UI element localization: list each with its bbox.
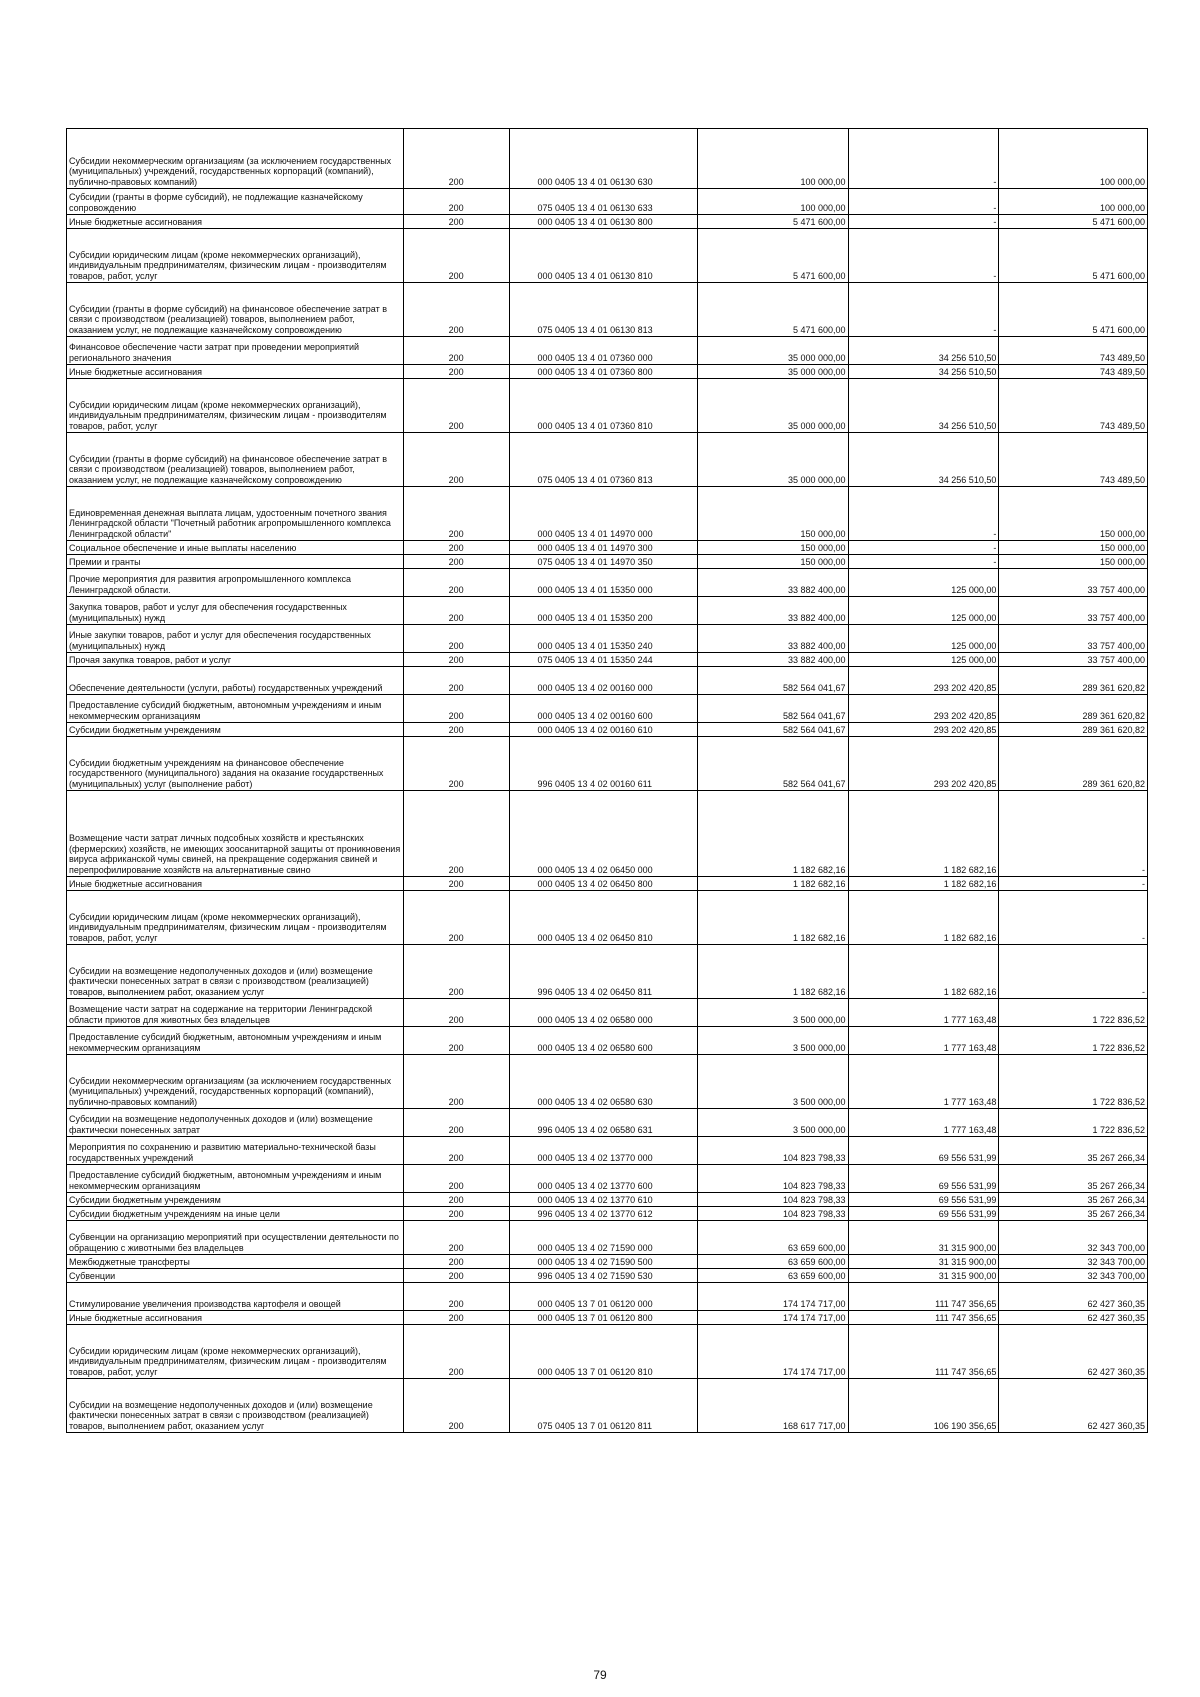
- budget-classification-code: 996 0405 13 4 02 00160 611: [509, 737, 697, 791]
- approved-amount: 1 182 682,16: [697, 945, 848, 999]
- approved-amount: 582 564 041,67: [697, 737, 848, 791]
- line-code: 200: [403, 433, 509, 487]
- remaining-amount: 150 000,00: [999, 555, 1148, 569]
- remaining-amount: 35 267 266,34: [999, 1207, 1148, 1221]
- table-row: [67, 945, 1148, 999]
- approved-amount: 1 182 682,16: [697, 891, 848, 945]
- executed-amount: 125 000,00: [848, 569, 999, 597]
- budget-classification-code: 996 0405 13 4 02 13770 612: [509, 1207, 697, 1221]
- budget-classification-code: 000 0405 13 4 01 07360 000: [509, 337, 697, 365]
- table-row: [67, 337, 1148, 365]
- approved-amount: 150 000,00: [697, 541, 848, 555]
- row-name: Субсидии на возмещение недополученных доходов и (или) возмещение фактически понесенных затрат в связи с производством (реализацией) товаров, выполнением работ, оказанием услуг: [67, 945, 404, 999]
- approved-amount: 35 000 000,00: [697, 379, 848, 433]
- budget-classification-code: 000 0405 13 4 02 71590 500: [509, 1255, 697, 1269]
- remaining-amount: 289 361 620,82: [999, 667, 1148, 695]
- row-name: Субсидии на возмещение недополученных доходов и (или) возмещение фактически понесенных затрат в связи с производством (реализацией) товаров, выполнением работ, оказанием услуг: [67, 1379, 404, 1433]
- line-code: 200: [403, 1379, 509, 1433]
- table-row: [67, 215, 1148, 229]
- row-name: Субсидии (гранты в форме субсидий) на финансовое обеспечение затрат в связи с производством (реализацией) товаров, выполнением работ, оказанием услуг, не подлежащие казначейскому сопровождению: [67, 433, 404, 487]
- approved-amount: 35 000 000,00: [697, 365, 848, 379]
- table-row: [67, 1255, 1148, 1269]
- row-name: Единовременная денежная выплата лицам, удостоенным почетного звания Ленинградской области "Почетный работник агропромышленного комплекса Ленинградской области": [67, 487, 404, 541]
- executed-amount: 111 747 356,65: [848, 1311, 999, 1325]
- budget-classification-code: 000 0405 13 4 01 15350 200: [509, 597, 697, 625]
- table-row: [67, 379, 1148, 433]
- executed-amount: 293 202 420,85: [848, 667, 999, 695]
- budget-classification-code: 000 0405 13 7 01 06120 800: [509, 1311, 697, 1325]
- row-name: Субсидии бюджетным учреждениям: [67, 1193, 404, 1207]
- approved-amount: 33 882 400,00: [697, 653, 848, 667]
- table-row: [67, 723, 1148, 737]
- row-name: Субсидии некоммерческим организациям (за исключением государственных (муниципальных) учреждений, государственных корпораций (компаний), публично-правовых компаний): [67, 129, 404, 189]
- table-row: [67, 1283, 1148, 1311]
- row-name: Субсидии бюджетным учреждениям на финансовое обеспечение государственного (муниципального) задания на оказание государственных (муниципальных) услуг (выполнение работ): [67, 737, 404, 791]
- row-name: Финансовое обеспечение части затрат при проведении мероприятий регионального значения: [67, 337, 404, 365]
- executed-amount: 293 202 420,85: [848, 723, 999, 737]
- budget-classification-code: 000 0405 13 4 02 06450 000: [509, 791, 697, 877]
- budget-classification-code: 996 0405 13 4 02 06450 811: [509, 945, 697, 999]
- executed-amount: 111 747 356,65: [848, 1325, 999, 1379]
- table-row: [67, 229, 1148, 283]
- remaining-amount: 62 427 360,35: [999, 1325, 1148, 1379]
- row-name: Закупка товаров, работ и услуг для обеспечения государственных (муниципальных) нужд: [67, 597, 404, 625]
- line-code: 200: [403, 891, 509, 945]
- executed-amount: 31 315 900,00: [848, 1255, 999, 1269]
- budget-classification-code: 075 0405 13 4 01 14970 350: [509, 555, 697, 569]
- approved-amount: 3 500 000,00: [697, 1027, 848, 1055]
- table-row: [67, 625, 1148, 653]
- line-code: 200: [403, 625, 509, 653]
- line-code: 200: [403, 945, 509, 999]
- approved-amount: 63 659 600,00: [697, 1221, 848, 1255]
- remaining-amount: 743 489,50: [999, 365, 1148, 379]
- approved-amount: 5 471 600,00: [697, 229, 848, 283]
- table-row: [67, 283, 1148, 337]
- line-code: 200: [403, 737, 509, 791]
- row-name: Мероприятия по сохранению и развитию материально-технической базы государственных учреждений: [67, 1137, 404, 1165]
- table-row: [67, 1055, 1148, 1109]
- executed-amount: 1 182 682,16: [848, 877, 999, 891]
- budget-classification-code: 996 0405 13 4 02 71590 530: [509, 1269, 697, 1283]
- line-code: 200: [403, 229, 509, 283]
- remaining-amount: 32 343 700,00: [999, 1255, 1148, 1269]
- line-code: 200: [403, 365, 509, 379]
- approved-amount: 100 000,00: [697, 129, 848, 189]
- line-code: 200: [403, 877, 509, 891]
- remaining-amount: 35 267 266,34: [999, 1137, 1148, 1165]
- table-row: [67, 1379, 1148, 1433]
- line-code: 200: [403, 283, 509, 337]
- executed-amount: 125 000,00: [848, 597, 999, 625]
- budget-classification-code: 000 0405 13 4 01 14970 300: [509, 541, 697, 555]
- remaining-amount: 5 471 600,00: [999, 229, 1148, 283]
- line-code: 200: [403, 541, 509, 555]
- table-row: [67, 877, 1148, 891]
- line-code: 200: [403, 1283, 509, 1311]
- row-name: Субвенции на организацию мероприятий при осуществлении деятельности по обращению с животными без владельцев: [67, 1221, 404, 1255]
- line-code: 200: [403, 1311, 509, 1325]
- table-row: [67, 189, 1148, 215]
- budget-classification-code: 000 0405 13 4 02 06580 000: [509, 999, 697, 1027]
- table-row: [67, 129, 1148, 189]
- row-name: Субсидии бюджетным учреждениям: [67, 723, 404, 737]
- budget-classification-code: 000 0405 13 4 01 06130 800: [509, 215, 697, 229]
- remaining-amount: 35 267 266,34: [999, 1165, 1148, 1193]
- line-code: 200: [403, 1137, 509, 1165]
- executed-amount: 106 190 356,65: [848, 1379, 999, 1433]
- remaining-amount: -: [999, 891, 1148, 945]
- table-row: [67, 1137, 1148, 1165]
- remaining-amount: 5 471 600,00: [999, 215, 1148, 229]
- approved-amount: 3 500 000,00: [697, 1055, 848, 1109]
- approved-amount: 33 882 400,00: [697, 597, 848, 625]
- table-row: [67, 1165, 1148, 1193]
- table-row: [67, 1311, 1148, 1325]
- approved-amount: 3 500 000,00: [697, 999, 848, 1027]
- approved-amount: 174 174 717,00: [697, 1311, 848, 1325]
- budget-classification-code: 000 0405 13 4 02 13770 000: [509, 1137, 697, 1165]
- table-row: [67, 737, 1148, 791]
- executed-amount: -: [848, 283, 999, 337]
- budget-classification-code: 075 0405 13 4 01 07360 813: [509, 433, 697, 487]
- line-code: 200: [403, 379, 509, 433]
- budget-classification-code: 000 0405 13 4 02 13770 610: [509, 1193, 697, 1207]
- executed-amount: 125 000,00: [848, 653, 999, 667]
- line-code: 200: [403, 569, 509, 597]
- table-row: [67, 569, 1148, 597]
- executed-amount: 293 202 420,85: [848, 737, 999, 791]
- budget-classification-code: 000 0405 13 4 02 00160 600: [509, 695, 697, 723]
- budget-classification-code: 000 0405 13 4 01 06130 630: [509, 129, 697, 189]
- remaining-amount: 33 757 400,00: [999, 653, 1148, 667]
- remaining-amount: 289 361 620,82: [999, 737, 1148, 791]
- remaining-amount: -: [999, 877, 1148, 891]
- remaining-amount: 5 471 600,00: [999, 283, 1148, 337]
- budget-classification-code: 000 0405 13 4 01 14970 000: [509, 487, 697, 541]
- row-name: Субсидии юридическим лицам (кроме некоммерческих организаций), индивидуальным предпринимателям, физическим лицам - производителям товаров, работ, услуг: [67, 379, 404, 433]
- executed-amount: 1 182 682,16: [848, 891, 999, 945]
- remaining-amount: 289 361 620,82: [999, 695, 1148, 723]
- approved-amount: 63 659 600,00: [697, 1255, 848, 1269]
- remaining-amount: 35 267 266,34: [999, 1193, 1148, 1207]
- row-name: Иные бюджетные ассигнования: [67, 1311, 404, 1325]
- row-name: Иные закупки товаров, работ и услуг для обеспечения государственных (муниципальных) нужд: [67, 625, 404, 653]
- row-name: Возмещение части затрат на содержание на территории Ленинградской области приютов для животных без владельцев: [67, 999, 404, 1027]
- executed-amount: 34 256 510,50: [848, 433, 999, 487]
- approved-amount: 150 000,00: [697, 487, 848, 541]
- row-name: Стимулирование увеличения производства картофеля и овощей: [67, 1283, 404, 1311]
- line-code: 200: [403, 1221, 509, 1255]
- line-code: 200: [403, 597, 509, 625]
- line-code: 200: [403, 1109, 509, 1137]
- budget-classification-code: 000 0405 13 4 02 06580 630: [509, 1055, 697, 1109]
- table-row: [67, 1027, 1148, 1055]
- budget-classification-code: 000 0405 13 4 02 71590 000: [509, 1221, 697, 1255]
- remaining-amount: 32 343 700,00: [999, 1269, 1148, 1283]
- budget-classification-code: 075 0405 13 7 01 06120 811: [509, 1379, 697, 1433]
- approved-amount: 33 882 400,00: [697, 569, 848, 597]
- table-row: [67, 695, 1148, 723]
- row-name: Субсидии юридическим лицам (кроме некоммерческих организаций), индивидуальным предпринимателям, физическим лицам - производителям товаров, работ, услуг: [67, 229, 404, 283]
- row-name: Субсидии юридическим лицам (кроме некоммерческих организаций), индивидуальным предпринимателям, физическим лицам - производителям товаров, работ, услуг: [67, 1325, 404, 1379]
- executed-amount: 31 315 900,00: [848, 1269, 999, 1283]
- row-name: Предоставление субсидий бюджетным, автономным учреждениям и иным некоммерческим организациям: [67, 1165, 404, 1193]
- remaining-amount: -: [999, 945, 1148, 999]
- line-code: 200: [403, 1325, 509, 1379]
- line-code: 200: [403, 723, 509, 737]
- table-row: [67, 541, 1148, 555]
- table-row: [67, 1221, 1148, 1255]
- line-code: 200: [403, 337, 509, 365]
- executed-amount: 1 182 682,16: [848, 945, 999, 999]
- remaining-amount: 743 489,50: [999, 337, 1148, 365]
- approved-amount: 5 471 600,00: [697, 283, 848, 337]
- remaining-amount: 32 343 700,00: [999, 1221, 1148, 1255]
- line-code: 200: [403, 129, 509, 189]
- table-row: [67, 365, 1148, 379]
- executed-amount: 293 202 420,85: [848, 695, 999, 723]
- executed-amount: 34 256 510,50: [848, 337, 999, 365]
- table-row: [67, 1109, 1148, 1137]
- executed-amount: 69 556 531,99: [848, 1137, 999, 1165]
- row-name: Предоставление субсидий бюджетным, автономным учреждениям и иным некоммерческим организациям: [67, 1027, 404, 1055]
- budget-classification-code: 000 0405 13 4 02 13770 600: [509, 1165, 697, 1193]
- row-name: Прочая закупка товаров, работ и услуг: [67, 653, 404, 667]
- executed-amount: 1 777 163,48: [848, 999, 999, 1027]
- table-row: [67, 1325, 1148, 1379]
- approved-amount: 104 823 798,33: [697, 1207, 848, 1221]
- remaining-amount: -: [999, 791, 1148, 877]
- table-row: [67, 1269, 1148, 1283]
- remaining-amount: 33 757 400,00: [999, 625, 1148, 653]
- budget-classification-code: 000 0405 13 4 02 06450 810: [509, 891, 697, 945]
- row-name: Межбюджетные трансферты: [67, 1255, 404, 1269]
- remaining-amount: 100 000,00: [999, 189, 1148, 215]
- executed-amount: -: [848, 541, 999, 555]
- budget-classification-code: 000 0405 13 4 01 15350 240: [509, 625, 697, 653]
- table-row: [67, 999, 1148, 1027]
- row-name: Субсидии юридическим лицам (кроме некоммерческих организаций), индивидуальным предпринимателям, физическим лицам - производителям товаров, работ, услуг: [67, 891, 404, 945]
- table-row: [67, 891, 1148, 945]
- executed-amount: -: [848, 487, 999, 541]
- line-code: 200: [403, 999, 509, 1027]
- approved-amount: 582 564 041,67: [697, 723, 848, 737]
- row-name: Предоставление субсидий бюджетным, автономным учреждениям и иным некоммерческим организациям: [67, 695, 404, 723]
- line-code: 200: [403, 1269, 509, 1283]
- row-name: Премии и гранты: [67, 555, 404, 569]
- executed-amount: 34 256 510,50: [848, 379, 999, 433]
- executed-amount: -: [848, 229, 999, 283]
- row-name: Субвенции: [67, 1269, 404, 1283]
- executed-amount: 1 182 682,16: [848, 791, 999, 877]
- executed-amount: -: [848, 555, 999, 569]
- remaining-amount: 150 000,00: [999, 541, 1148, 555]
- row-name: Обеспечение деятельности (услуги, работы) государственных учреждений: [67, 667, 404, 695]
- budget-classification-code: 000 0405 13 7 01 06120 810: [509, 1325, 697, 1379]
- table-row: [67, 791, 1148, 877]
- remaining-amount: 150 000,00: [999, 487, 1148, 541]
- budget-classification-code: 996 0405 13 4 02 06580 631: [509, 1109, 697, 1137]
- executed-amount: 111 747 356,65: [848, 1283, 999, 1311]
- budget-classification-code: 075 0405 13 4 01 06130 813: [509, 283, 697, 337]
- line-code: 200: [403, 555, 509, 569]
- approved-amount: 168 617 717,00: [697, 1379, 848, 1433]
- executed-amount: 31 315 900,00: [848, 1221, 999, 1255]
- approved-amount: 104 823 798,33: [697, 1193, 848, 1207]
- line-code: 200: [403, 695, 509, 723]
- remaining-amount: 1 722 836,52: [999, 999, 1148, 1027]
- line-code: 200: [403, 189, 509, 215]
- executed-amount: 69 556 531,99: [848, 1207, 999, 1221]
- remaining-amount: 62 427 360,35: [999, 1311, 1148, 1325]
- budget-classification-code: 075 0405 13 4 01 15350 244: [509, 653, 697, 667]
- row-name: Субсидии (гранты в форме субсидий), не подлежащие казначейскому сопровождению: [67, 189, 404, 215]
- line-code: 200: [403, 1165, 509, 1193]
- approved-amount: 33 882 400,00: [697, 625, 848, 653]
- remaining-amount: 289 361 620,82: [999, 723, 1148, 737]
- executed-amount: -: [848, 129, 999, 189]
- remaining-amount: 33 757 400,00: [999, 597, 1148, 625]
- executed-amount: 1 777 163,48: [848, 1055, 999, 1109]
- line-code: 200: [403, 667, 509, 695]
- approved-amount: 1 182 682,16: [697, 791, 848, 877]
- budget-classification-code: 000 0405 13 4 01 15350 000: [509, 569, 697, 597]
- table-row: [67, 1193, 1148, 1207]
- approved-amount: 63 659 600,00: [697, 1269, 848, 1283]
- table-row: [67, 487, 1148, 541]
- approved-amount: 582 564 041,67: [697, 695, 848, 723]
- approved-amount: 1 182 682,16: [697, 877, 848, 891]
- remaining-amount: 743 489,50: [999, 433, 1148, 487]
- table-row: [67, 1207, 1148, 1221]
- remaining-amount: 100 000,00: [999, 129, 1148, 189]
- row-name: Субсидии бюджетным учреждениям на иные цели: [67, 1207, 404, 1221]
- approved-amount: 5 471 600,00: [697, 215, 848, 229]
- remaining-amount: 1 722 836,52: [999, 1027, 1148, 1055]
- approved-amount: 150 000,00: [697, 555, 848, 569]
- row-name: Иные бюджетные ассигнования: [67, 365, 404, 379]
- table-row: [67, 653, 1148, 667]
- line-code: 200: [403, 1255, 509, 1269]
- executed-amount: 1 777 163,48: [848, 1109, 999, 1137]
- budget-classification-code: 000 0405 13 4 02 06580 600: [509, 1027, 697, 1055]
- approved-amount: 35 000 000,00: [697, 337, 848, 365]
- executed-amount: 1 777 163,48: [848, 1027, 999, 1055]
- executed-amount: -: [848, 189, 999, 215]
- budget-classification-code: 000 0405 13 4 01 07360 810: [509, 379, 697, 433]
- approved-amount: 35 000 000,00: [697, 433, 848, 487]
- row-name: Иные бюджетные ассигнования: [67, 215, 404, 229]
- row-name: Возмещение части затрат личных подсобных хозяйств и крестьянских (фермерских) хозяйств, не имеющих зоосанитарной защиты от проникновения вируса африканской чумы свиней, на прекращение содержания свиней и перепрофилирование хозяйств на альтернативные свино: [67, 791, 404, 877]
- remaining-amount: 62 427 360,35: [999, 1283, 1148, 1311]
- budget-classification-code: 000 0405 13 4 01 06130 810: [509, 229, 697, 283]
- executed-amount: -: [848, 215, 999, 229]
- budget-classification-code: 000 0405 13 4 02 00160 610: [509, 723, 697, 737]
- line-code: 200: [403, 1027, 509, 1055]
- approved-amount: 104 823 798,33: [697, 1165, 848, 1193]
- table-row: [67, 597, 1148, 625]
- page-number: 79: [593, 1668, 607, 1682]
- line-code: 200: [403, 1207, 509, 1221]
- remaining-amount: 1 722 836,52: [999, 1055, 1148, 1109]
- row-name: Субсидии некоммерческим организациям (за исключением государственных (муниципальных) учреждений, государственных корпораций (компаний), публично-правовых компаний): [67, 1055, 404, 1109]
- row-name: Иные бюджетные ассигнования: [67, 877, 404, 891]
- remaining-amount: 743 489,50: [999, 379, 1148, 433]
- row-name: Субсидии (гранты в форме субсидий) на финансовое обеспечение затрат в связи с производством (реализацией) товаров, выполнением работ, оказанием услуг, не подлежащие казначейскому сопровождению: [67, 283, 404, 337]
- table-row: [67, 433, 1148, 487]
- line-code: 200: [403, 1055, 509, 1109]
- approved-amount: 100 000,00: [697, 189, 848, 215]
- line-code: 200: [403, 487, 509, 541]
- executed-amount: 125 000,00: [848, 625, 999, 653]
- budget-classification-code: 000 0405 13 7 01 06120 000: [509, 1283, 697, 1311]
- remaining-amount: 33 757 400,00: [999, 569, 1148, 597]
- approved-amount: 104 823 798,33: [697, 1137, 848, 1165]
- approved-amount: 174 174 717,00: [697, 1325, 848, 1379]
- row-name: Социальное обеспечение и иные выплаты населению: [67, 541, 404, 555]
- budget-execution-table: [66, 128, 1148, 1433]
- table-row: [67, 555, 1148, 569]
- line-code: 200: [403, 215, 509, 229]
- approved-amount: 582 564 041,67: [697, 667, 848, 695]
- executed-amount: 34 256 510,50: [848, 365, 999, 379]
- executed-amount: 69 556 531,99: [848, 1193, 999, 1207]
- remaining-amount: 62 427 360,35: [999, 1379, 1148, 1433]
- approved-amount: 174 174 717,00: [697, 1283, 848, 1311]
- budget-classification-code: 000 0405 13 4 02 06450 800: [509, 877, 697, 891]
- line-code: 200: [403, 1193, 509, 1207]
- line-code: 200: [403, 653, 509, 667]
- line-code: 200: [403, 791, 509, 877]
- approved-amount: 3 500 000,00: [697, 1109, 848, 1137]
- row-name: Субсидии на возмещение недополученных доходов и (или) возмещение фактически понесенных затрат: [67, 1109, 404, 1137]
- remaining-amount: 1 722 836,52: [999, 1109, 1148, 1137]
- row-name: Прочие мероприятия для развития агропромышленного комплекса Ленинградской области.: [67, 569, 404, 597]
- budget-classification-code: 075 0405 13 4 01 06130 633: [509, 189, 697, 215]
- executed-amount: 69 556 531,99: [848, 1165, 999, 1193]
- budget-classification-code: 000 0405 13 4 02 00160 000: [509, 667, 697, 695]
- table-row: [67, 667, 1148, 695]
- budget-classification-code: 000 0405 13 4 01 07360 800: [509, 365, 697, 379]
